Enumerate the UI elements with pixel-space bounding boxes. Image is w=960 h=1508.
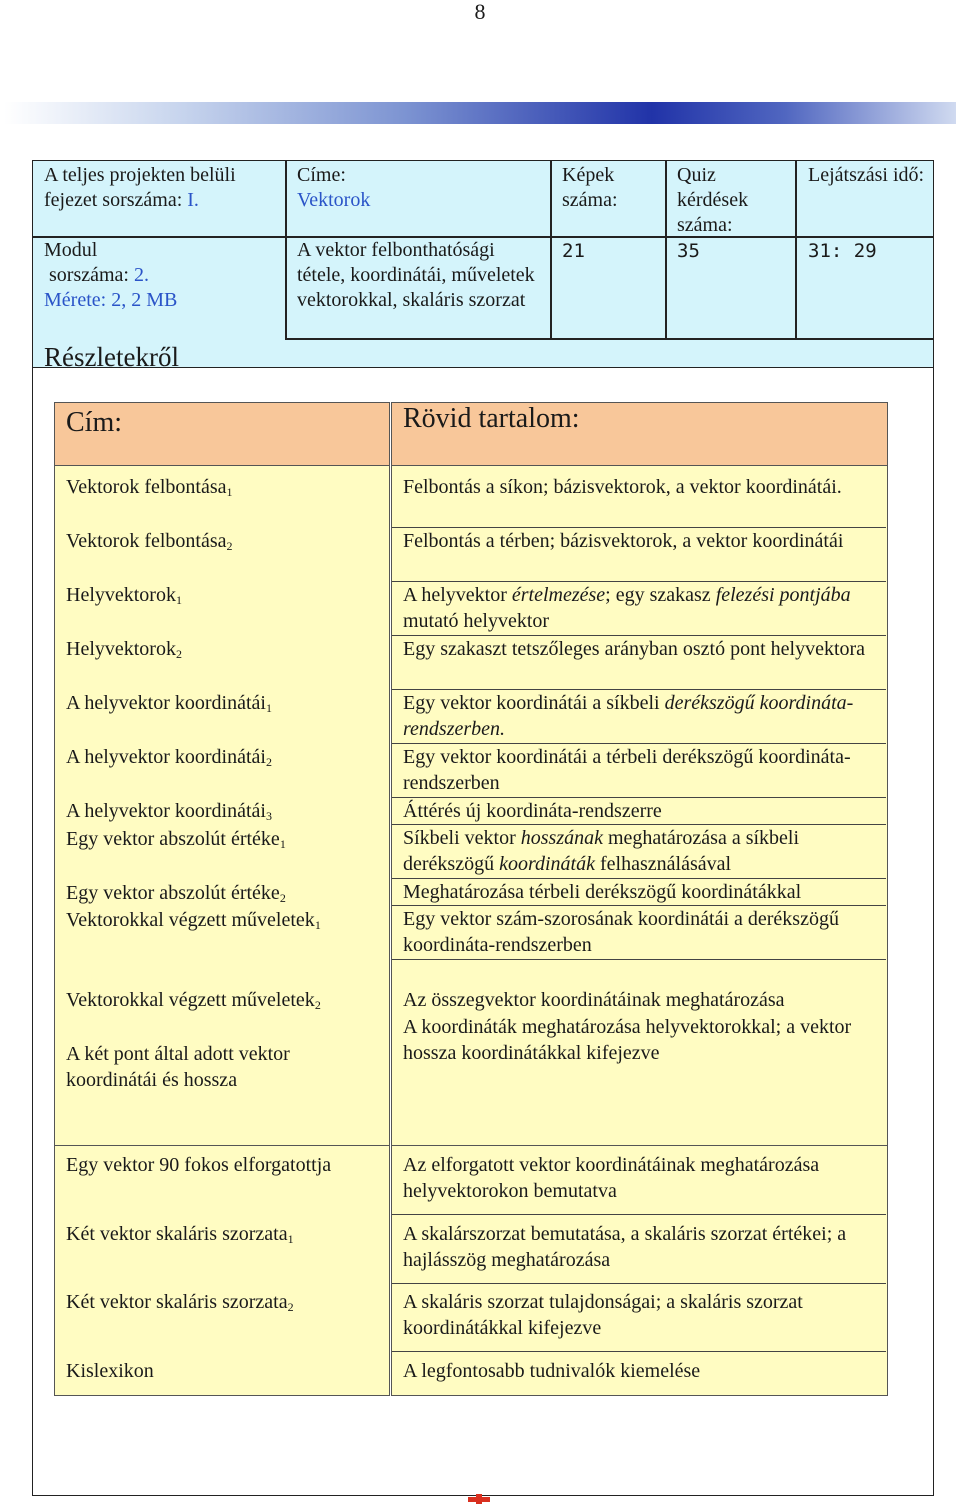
lesson-title-index: 2 (175, 647, 182, 661)
lesson-summary-part: Egy vektor koordinátái a síkbeli (403, 692, 665, 714)
lesson-title-index: 1 (265, 701, 272, 715)
lesson-title (66, 1221, 366, 1247)
module-serial-label: sorszáma: (49, 264, 134, 286)
lesson-summary (392, 582, 886, 636)
lesson-title (66, 880, 366, 906)
module-header (32, 160, 934, 368)
lesson-title-text: Egy vektor abszolút értéke (66, 882, 280, 904)
module-description: A vektor felbonthatósági tétele, koordinátái, műveletek vektorokkal, skaláris szorzat (297, 239, 535, 311)
col-title-header (54, 402, 390, 466)
lesson-title (66, 1358, 366, 1384)
lesson-summary: Egy vektor koordinátái a térbeli derékszögű koordináta-rendszerben (392, 744, 886, 798)
lesson-title (66, 798, 366, 824)
chapter-value: I. (187, 189, 199, 211)
lesson-title-index: 2 (265, 755, 272, 769)
lesson-title-index: 1 (287, 1232, 294, 1246)
lesson-title-index: 1 (279, 837, 286, 851)
details-heading: Részletekről (44, 342, 179, 372)
summary-list-1 (391, 465, 888, 1146)
lesson-summary-part: értelmezése (511, 584, 606, 606)
plus-icon (468, 1494, 490, 1504)
lesson-title (66, 474, 366, 500)
col-title-header-text: Cím: (66, 407, 123, 438)
lesson-summary (392, 690, 886, 744)
module-label: Modul (44, 239, 98, 261)
summary-list-2 (391, 1145, 888, 1396)
lesson-summary-part: Síkbeli vektor (403, 827, 521, 849)
lesson-title-text: Vektorok felbontása (66, 530, 227, 552)
lesson-summary-part: A helyvektor (403, 584, 512, 606)
lesson-title (66, 907, 366, 933)
lesson-title-text: Kislexikon (66, 1360, 154, 1382)
quiz-count: 35 (677, 240, 700, 262)
title-list-2 (54, 1145, 390, 1396)
lesson-summary: Egy vektor szám-szorosának koordinátái a derékszögű koordináta-rendszerben (392, 906, 886, 960)
lesson-title-text: Vektorokkal végzett műveletek (66, 909, 315, 931)
chapter-label: A teljes projekten belüli fejezet sorszáma: (44, 164, 236, 211)
lesson-summary-part: koordináták (499, 853, 595, 875)
lesson-title-text: A két pont által adott vektor koordinátái és hossza (66, 1043, 290, 1091)
lesson-summary-part: ; egy szakasz (605, 584, 716, 606)
lesson-title-index: 1 (175, 593, 182, 607)
lesson-summary: Felbontás a síkon; bázisvektorok, a vektor koordinátái. (392, 474, 886, 528)
lesson-title-text: Két vektor skaláris szorzata (66, 1223, 288, 1245)
lesson-summary: Az összegvektor koordinátáinak meghatározása (403, 989, 785, 1011)
lesson-title-index: 1 (226, 485, 233, 499)
module-size: Mérete: 2, 2 MB (44, 289, 178, 311)
lesson-title-text: A helyvektor koordinátái (66, 746, 266, 768)
lesson-summary-part: meghatározása a síkbeli derékszögű (403, 827, 800, 875)
lesson-title-text: Vektorok felbontása (66, 476, 227, 498)
lesson-summary: A skaláris szorzat tulajdonságai; a skaláris szorzat koordinátákkal kifejezve (392, 1289, 886, 1352)
playtime-label: Lejátszási idő: (808, 164, 925, 186)
lesson-summary-part: mutató helyvektor (403, 610, 550, 632)
lesson-summary: Egy szakaszt tetszőleges arányban osztó pont helyvektora (392, 636, 886, 690)
lesson-summary-part: derékszögű koordináta- rendszerben. (403, 692, 854, 740)
lesson-title-index: 2 (226, 539, 233, 553)
lesson-title (66, 1289, 366, 1315)
lesson-summary: A legfontosabb tudnivalók kiemelése (403, 1360, 701, 1382)
chapter-number (44, 163, 274, 213)
title-value: Vektorok (297, 189, 371, 211)
title-block (297, 163, 537, 213)
images-label: Képek száma: (562, 164, 618, 211)
lesson-title-text: A helyvektor koordinátái (66, 800, 266, 822)
quiz-label: Quiz kérdések száma: (677, 164, 749, 236)
lesson-summary: A koordináták meghatározása helyvektorokkal; a vektor hossza koordinátákkal kifejezve (403, 1016, 852, 1064)
lesson-title (66, 690, 366, 716)
col-summary-header (391, 402, 888, 466)
lesson-summary (392, 825, 886, 879)
lesson-title-index: 2 (279, 891, 286, 905)
lesson-title-index: 1 (314, 918, 321, 932)
lesson-title (66, 1041, 366, 1093)
lesson-summary: Áttérés új koordináta-rendszerre (392, 798, 886, 825)
lesson-title-text: Egy vektor abszolút értéke (66, 828, 280, 850)
lesson-title (66, 636, 366, 662)
lesson-title-text: A helyvektor koordinátái (66, 692, 266, 714)
images-count: 21 (562, 240, 585, 262)
lesson-title-text: Helyvektorok (66, 584, 176, 606)
lesson-title-text: Vektorokkal végzett műveletek (66, 989, 315, 1011)
lesson-summary: A skalárszorzat bemutatása, a skaláris szorzat értékei; a hajlásszög meghatározása (392, 1221, 886, 1284)
playtime-value: 31: 29 (808, 240, 877, 262)
lesson-title-text: Helyvektorok (66, 638, 176, 660)
lesson-summary-part: felezési pontjába (715, 584, 851, 606)
lesson-title-index: 2 (287, 1300, 294, 1314)
lesson-title (66, 826, 366, 852)
lesson-summary: Meghatározása térbeli derékszögű koordinátákkal (392, 879, 886, 906)
lesson-title-index: 3 (265, 809, 272, 823)
lesson-summary-part: hosszának (520, 827, 603, 849)
col-summary-header-text: Rövid tartalom: (403, 403, 580, 434)
lesson-title (66, 744, 366, 770)
page-number: 8 (474, 0, 486, 24)
module-serial-value: 2. (133, 264, 149, 286)
module-info (44, 238, 279, 313)
lesson-title (66, 528, 366, 554)
lesson-title (66, 582, 366, 608)
lesson-title-text: Egy vektor 90 fokos elforgatottja (66, 1154, 332, 1176)
lesson-summary: Felbontás a térben; bázisvektorok, a vektor koordinátái (392, 528, 886, 582)
header-banner (4, 102, 956, 124)
title-label: Címe: (297, 164, 346, 186)
lesson-title (66, 987, 366, 1013)
lesson-title-text: Két vektor skaláris szorzata (66, 1291, 288, 1313)
lesson-title-index: 2 (314, 998, 321, 1012)
title-list-1 (54, 465, 390, 1146)
lesson-title (66, 1152, 366, 1178)
lesson-summary: Az elforgatott vektor koordinátáinak meghatározása helyvektorokon bemutatva (392, 1152, 886, 1215)
lesson-summary-part: felhasználásával (595, 853, 732, 875)
